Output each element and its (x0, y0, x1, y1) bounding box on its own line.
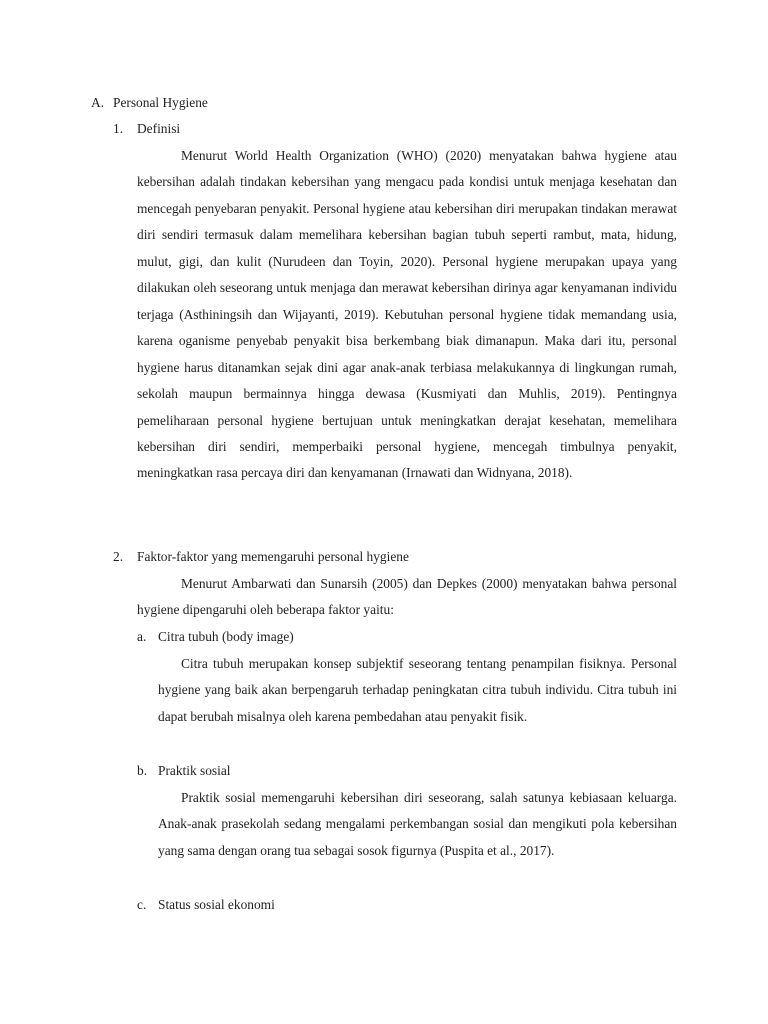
definisi-paragraph: Menurut World Health Organization (WHO) (2020) menyatakan bahwa hygiene atau kebersihan adalah tindakan kebersihan yang mengacu pada kondisi untuk menjaga kesehatan dan mencegah penyebaran penyakit. Personal hygiene atau kebersihan diri merupakan tindakan merawat diri sendiri termasuk dalam memelihara kebersihan bagian tubuh seperti rambut, mata, hidung, mulut, gigi, dan kulit (Nurudeen dan Toyin, 2020). Personal hygiene merupakan upaya yang dilakukan oleh seseorang untuk menjaga dan merawat kebersihan dirinya agar kenyamanan individu terjaga (Asthiningsih dan Wijayanti, 2019). Kebutuhan personal hygiene tidak memandang usia, karena oganisme penyebab penyakit bisa berkembang biak dimanapun. Maka dari itu, personal hygiene harus ditanamkan sejak dini agar anak-anak terbiasa melakukannya di lingkungan rumah, sekolah maupun bermainnya hingga dewasa (Kusmiyati dan Muhlis, 2019). Pentingnya pemeliharaan personal hygiene bertujuan untuk meningkatkan derajat kesehatan, memelihara kebersihan diri sendiri, memperbaiki personal hygiene, mencegah timbulnya penyakit, meningkatkan rasa percaya diri dan kenyamanan (Irnawati dan Widnyana, 2018). (137, 148, 677, 481)
section-heading (91, 93, 208, 113)
item-title: Definisi (137, 121, 181, 136)
subitem-marker: c. (137, 897, 147, 912)
subitem-marker: a. (137, 629, 147, 644)
faktor-paragraph: Menurut Ambarwati dan Sunarsih (2005) dan Depkes (2000) menyatakan bahwa personal hygiene dipengaruhi oleh beberapa faktor yaitu: (137, 576, 677, 618)
subitem-marker: b. (137, 763, 148, 778)
item-heading-definisi (113, 119, 180, 139)
item-marker: 2. (113, 549, 124, 564)
citra-tubuh-paragraph: Citra tubuh merupakan konsep subjektif seseorang tentang penampilan fisiknya. Personal hygiene yang baik akan berpengaruh terhadap peningkatan citra tubuh individu. Citra tubuh ini dapat berubah misalnya oleh karena pembedahan atau penyakit fisik. (158, 656, 677, 724)
subitem-title: Praktik sosial (158, 763, 231, 778)
praktik-sosial-paragraph: Praktik sosial memengaruhi kebersihan diri seseorang, salah satunya kebiasaan keluarga. Anak-anak prasekolah sedang mengalami perkembangan sosial dan mengikuti pola kebersihan yang sama dengan orang tua sebagai sosok figurnya (Puspita et al., 2017). (158, 790, 677, 858)
subitem-heading-citra-tubuh (137, 627, 294, 647)
subitem-title: Citra tubuh (body image) (158, 629, 294, 644)
item-title: Faktor-faktor yang memengaruhi personal hygiene (137, 549, 409, 564)
subitem-heading-praktik-sosial (137, 761, 231, 781)
section-title: Personal Hygiene (113, 95, 208, 110)
section-marker: A. (91, 95, 105, 110)
item-marker: 1. (113, 121, 124, 136)
subitem-title: Status sosial ekonomi (158, 897, 275, 912)
item-heading-faktor (113, 547, 409, 567)
subitem-heading-status-sosial-ekonomi (137, 895, 275, 915)
